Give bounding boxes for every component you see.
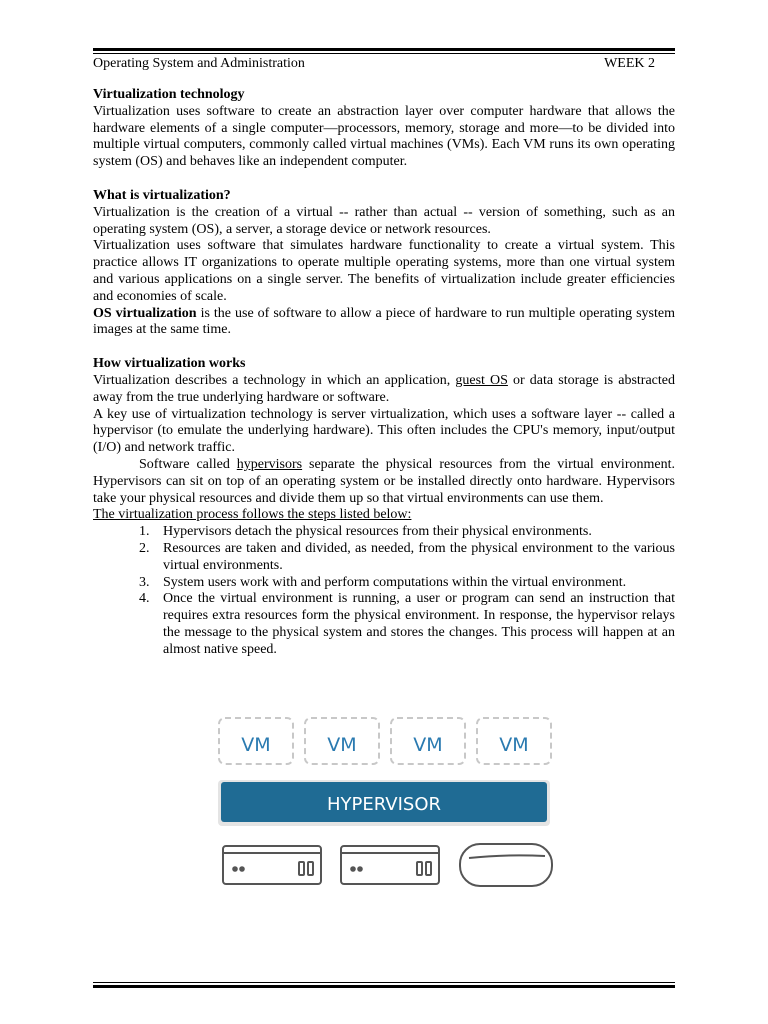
list-item-text: Resources are taken and divided, as needed, from the physical environment to the various virtual environments. xyxy=(163,540,675,573)
list-item xyxy=(93,524,675,541)
storage-disk-icon xyxy=(460,844,552,886)
footer-rule-thick xyxy=(93,985,675,988)
diagram-svg xyxy=(217,712,557,896)
list-number: 2. xyxy=(139,540,150,556)
paragraph-text: separate the physical resources from the virtual environment. Hypervisors can sit on top of an operating system or be installed directly onto hardware. Hypervisors take your physical resources and divide them up so that virtual environments can use them. xyxy=(93,456,675,506)
vm-box-1 xyxy=(219,718,293,764)
paragraph-text: Software called xyxy=(139,456,237,472)
document-body xyxy=(93,87,675,659)
bold-term: OS virtualization xyxy=(93,305,197,321)
vm-box-4 xyxy=(477,718,551,764)
list-number: 4. xyxy=(139,591,150,607)
paragraph-text: Virtualization describes a technology in which an application, xyxy=(93,372,456,388)
guest-os-link[interactable]: guest OS xyxy=(455,372,508,388)
list-item-text: Hypervisors detach the physical resources from their physical environments. xyxy=(163,524,592,540)
hypervisors-link[interactable]: hypervisors xyxy=(236,456,303,472)
vm-label: VM xyxy=(241,734,271,756)
section-heading-how-virtualization-works: How virtualization works xyxy=(93,356,246,372)
steps-intro: The virtualization process follows the steps listed below: xyxy=(93,507,412,523)
list-item-text: Once the virtual environment is running, a user or program can send an instruction that requires extra resources form the physical environment. In response, the hypervisor relays the message to the physical system and stores the changes. This process will happen at an almost native speed. xyxy=(163,591,675,657)
vm-label: VM xyxy=(413,734,443,756)
week-label: WEEK 2 xyxy=(604,56,655,71)
paragraph: A key use of virtualization technology is server virtualization, which uses a software layer -- called a hypervisor (to emulate the underlying hardware). This often includes the CPU's memory, input/output (I/O) and network traffic. xyxy=(93,406,675,456)
vm-label: VM xyxy=(327,734,357,756)
paragraph: Virtualization uses software that simulates hardware functionality to create a virtual system. This practice allows IT organizations to operate multiple operating systems, more than one virtual system and various applications on a single server. The benefits of virtualization include greater efficiencies and economies of scale. xyxy=(93,238,675,304)
paragraph xyxy=(93,457,675,507)
document-page xyxy=(93,0,675,1024)
hypervisor-label: HYPERVISOR xyxy=(326,794,442,815)
footer-rule-thin xyxy=(93,982,675,983)
paragraph xyxy=(93,373,675,407)
server-icon xyxy=(341,846,439,884)
hypervisor-bar xyxy=(218,780,550,826)
vm-label: VM xyxy=(499,734,529,756)
header-rule-thin xyxy=(93,53,675,54)
paragraph-text: or data storage is abstracted away from the true underlying hardware or software. xyxy=(93,372,675,405)
vm-box-2 xyxy=(305,718,379,764)
paragraph-text: is the use of software to allow a piece of hardware to run multiple operating system images at the same time. xyxy=(93,305,675,338)
server-icon xyxy=(223,846,321,884)
list-item-text: System users work with and perform computations within the virtual environment. xyxy=(163,574,627,590)
section-heading-what-is-virtualization: What is virtualization? xyxy=(93,187,231,203)
paragraph xyxy=(93,306,675,340)
list-number: 1. xyxy=(139,524,150,540)
paragraph: Virtualization uses software to create an abstraction layer over computer hardware that allows the hardware elements of a single computer—processors, memory, storage and more—to be divided into multiple virtual computers, commonly called virtual machines (VMs). Each VM runs its own operating system (OS) and behaves like an independent computer. xyxy=(93,103,675,170)
steps-list xyxy=(93,524,675,658)
list-item xyxy=(93,575,675,592)
virtualization-diagram xyxy=(217,712,557,896)
vm-box-3 xyxy=(391,718,465,764)
header-rule-thick xyxy=(93,48,675,51)
paragraph: Virtualization is the creation of a virtual -- rather than actual -- version of something, such as an operating system (OS), a server, a storage device or network resources. xyxy=(93,204,675,237)
course-title: Operating System and Administration xyxy=(93,56,305,71)
list-item xyxy=(93,591,675,658)
list-item xyxy=(93,541,675,575)
list-number: 3. xyxy=(139,574,150,590)
section-heading-virtualization-technology: Virtualization technology xyxy=(93,87,245,102)
